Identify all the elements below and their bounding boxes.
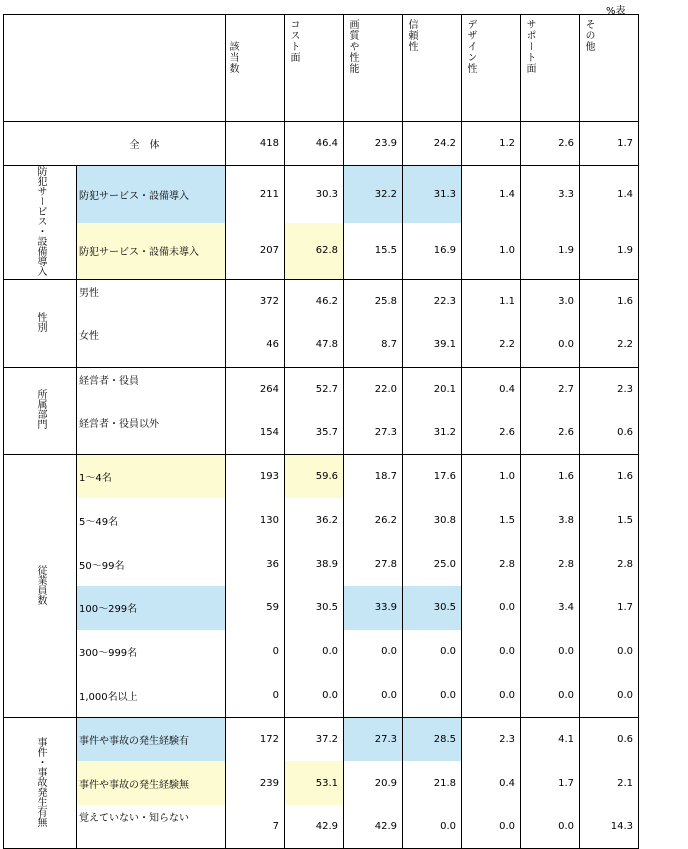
total-row [4,122,639,166]
row-label: 経営者・役員 [77,367,226,411]
cell-value: 35.7 [285,411,344,455]
cell-value: 27.8 [344,542,403,586]
total-value: 418 [226,122,285,166]
cell-value: 25.0 [403,542,462,586]
header-count: 該当数 [226,15,285,122]
cell-value: 2.3 [462,717,521,761]
table-row [4,367,639,411]
header-reliability: 信頼性 [403,15,462,122]
row-label: 100～299名 [77,586,226,630]
cell-value: 1.0 [462,455,521,499]
table-row [4,411,639,455]
cell-value: 20.1 [403,367,462,411]
cell-value: 130 [226,498,285,542]
cell-value: 0.0 [344,630,403,674]
cell-value: 31.2 [403,411,462,455]
group-label: 事件・事故発生有無 [4,717,77,848]
cell-value: 1.5 [580,498,639,542]
cell-value: 27.3 [344,411,403,455]
table-row [4,323,639,367]
cell-value: 2.2 [580,323,639,367]
header-design: デザイン性 [462,15,521,122]
cell-value: 2.7 [521,367,580,411]
cell-value: 20.9 [344,761,403,805]
table-row [4,166,639,223]
cell-value: 172 [226,717,285,761]
table-row [4,542,639,586]
cell-value: 28.5 [403,717,462,761]
cell-value: 8.7 [344,323,403,367]
table-row [4,761,639,805]
cell-value: 2.2 [462,323,521,367]
cell-value: 3.4 [521,586,580,630]
cell-value: 1.4 [462,166,521,223]
cell-value: 38.9 [285,542,344,586]
cell-value: 27.3 [344,717,403,761]
group-label: 性別 [4,280,77,368]
cell-value: 0 [226,630,285,674]
cell-value: 62.8 [285,223,344,280]
data-table [3,14,639,849]
total-value: 1.2 [462,122,521,166]
cell-value: 0.0 [403,674,462,718]
cell-value: 30.3 [285,166,344,223]
cell-value: 264 [226,367,285,411]
header-support: サポート面 [521,15,580,122]
row-label: 1,000名以上 [77,674,226,718]
cell-value: 37.2 [285,717,344,761]
total-value: 2.6 [521,122,580,166]
header-quality: 画質や性能 [344,15,403,122]
cell-value: 33.9 [344,586,403,630]
cell-value: 2.6 [462,411,521,455]
cell-value: 52.7 [285,367,344,411]
cell-value: 59 [226,586,285,630]
cell-value: 1.7 [580,586,639,630]
cell-value: 59.6 [285,455,344,499]
row-label: 事件や事故の発生経験有 [77,717,226,761]
table-row [4,280,639,324]
cell-value: 0.0 [462,805,521,849]
cell-value: 2.6 [521,411,580,455]
cell-value: 207 [226,223,285,280]
cell-value: 32.2 [344,166,403,223]
cell-value: 30.5 [285,586,344,630]
table-row [4,805,639,849]
cell-value: 0.0 [521,323,580,367]
cell-value: 30.5 [403,586,462,630]
cell-value: 2.3 [580,367,639,411]
table-row [4,586,639,630]
cell-value: 16.9 [403,223,462,280]
cell-value: 42.9 [285,805,344,849]
total-value: 24.2 [403,122,462,166]
cell-value: 0.4 [462,761,521,805]
cell-value: 1.1 [462,280,521,324]
cell-value: 7 [226,805,285,849]
cell-value: 42.9 [344,805,403,849]
cell-value: 0.0 [285,630,344,674]
cell-value: 1.6 [521,455,580,499]
row-label: 50～99名 [77,542,226,586]
cell-value: 0.0 [344,674,403,718]
total-value: 23.9 [344,122,403,166]
row-label: 5～49名 [77,498,226,542]
cell-value: 26.2 [344,498,403,542]
row-label: 覚えていない・知らない [77,805,226,849]
cell-value: 1.6 [580,455,639,499]
cell-value: 31.3 [403,166,462,223]
cell-value: 47.8 [285,323,344,367]
cell-value: 0.0 [521,630,580,674]
cell-value: 0.4 [462,367,521,411]
cell-value: 3.0 [521,280,580,324]
cell-value: 0.6 [580,717,639,761]
cell-value: 14.3 [580,805,639,849]
cell-value: 1.9 [580,223,639,280]
header-blank-cell [4,15,226,122]
cell-value: 18.7 [344,455,403,499]
cell-value: 46.2 [285,280,344,324]
cell-value: 22.0 [344,367,403,411]
cell-value: 1.7 [521,761,580,805]
group-label: 従業員数 [4,455,77,718]
cell-value: 53.1 [285,761,344,805]
row-label: 1～4名 [77,455,226,499]
cell-value: 0.0 [462,586,521,630]
cell-value: 193 [226,455,285,499]
table-row [4,717,639,761]
row-label: 防犯サービス・設備導入 [77,166,226,223]
cell-value: 46 [226,323,285,367]
cell-value: 211 [226,166,285,223]
cell-value: 0.0 [521,805,580,849]
cell-value: 2.8 [580,542,639,586]
cell-value: 239 [226,761,285,805]
row-label: 経営者・役員以外 [77,411,226,455]
table-row [4,455,639,499]
table-row [4,223,639,280]
cell-value: 1.0 [462,223,521,280]
cell-value: 2.8 [521,542,580,586]
cell-value: 1.9 [521,223,580,280]
header-row [4,15,639,122]
cell-value: 0.0 [403,630,462,674]
total-value: 1.7 [580,122,639,166]
header-cost: コスト面 [285,15,344,122]
table-row [4,498,639,542]
group-label: 所属部門 [4,367,77,455]
cell-value: 3.3 [521,166,580,223]
table-row [4,630,639,674]
cell-value: 0.0 [462,630,521,674]
cell-value: 36.2 [285,498,344,542]
cell-value: 3.8 [521,498,580,542]
cell-value: 0.0 [521,674,580,718]
cell-value: 154 [226,411,285,455]
row-label: 事件や事故の発生経験無 [77,761,226,805]
total-value: 46.4 [285,122,344,166]
cell-value: 36 [226,542,285,586]
row-label: 防犯サービス・設備未導入 [77,223,226,280]
cell-value: 2.8 [462,542,521,586]
cell-value: 25.8 [344,280,403,324]
cell-value: 0.0 [403,805,462,849]
total-label: 全 体 [4,122,226,166]
cell-value: 39.1 [403,323,462,367]
cell-value: 1.5 [462,498,521,542]
cell-value: 17.6 [403,455,462,499]
cell-value: 30.8 [403,498,462,542]
cell-value: 0.0 [580,630,639,674]
cell-value: 22.3 [403,280,462,324]
cell-value: 4.1 [521,717,580,761]
table-row [4,674,639,718]
cell-value: 0.0 [580,674,639,718]
unit-label: %表 [606,6,626,17]
row-label: 男性 [77,280,226,324]
cell-value: 2.1 [580,761,639,805]
row-label: 300～999名 [77,630,226,674]
group-label: 防犯サービス・設備導入 [4,166,77,280]
cell-value: 21.8 [403,761,462,805]
cell-value: 372 [226,280,285,324]
cell-value: 0.0 [462,674,521,718]
cell-value: 0 [226,674,285,718]
cell-value: 1.6 [580,280,639,324]
row-label: 女性 [77,323,226,367]
cell-value: 0.0 [285,674,344,718]
cell-value: 1.4 [580,166,639,223]
cell-value: 0.6 [580,411,639,455]
header-other: その他 [580,15,639,122]
cell-value: 15.5 [344,223,403,280]
